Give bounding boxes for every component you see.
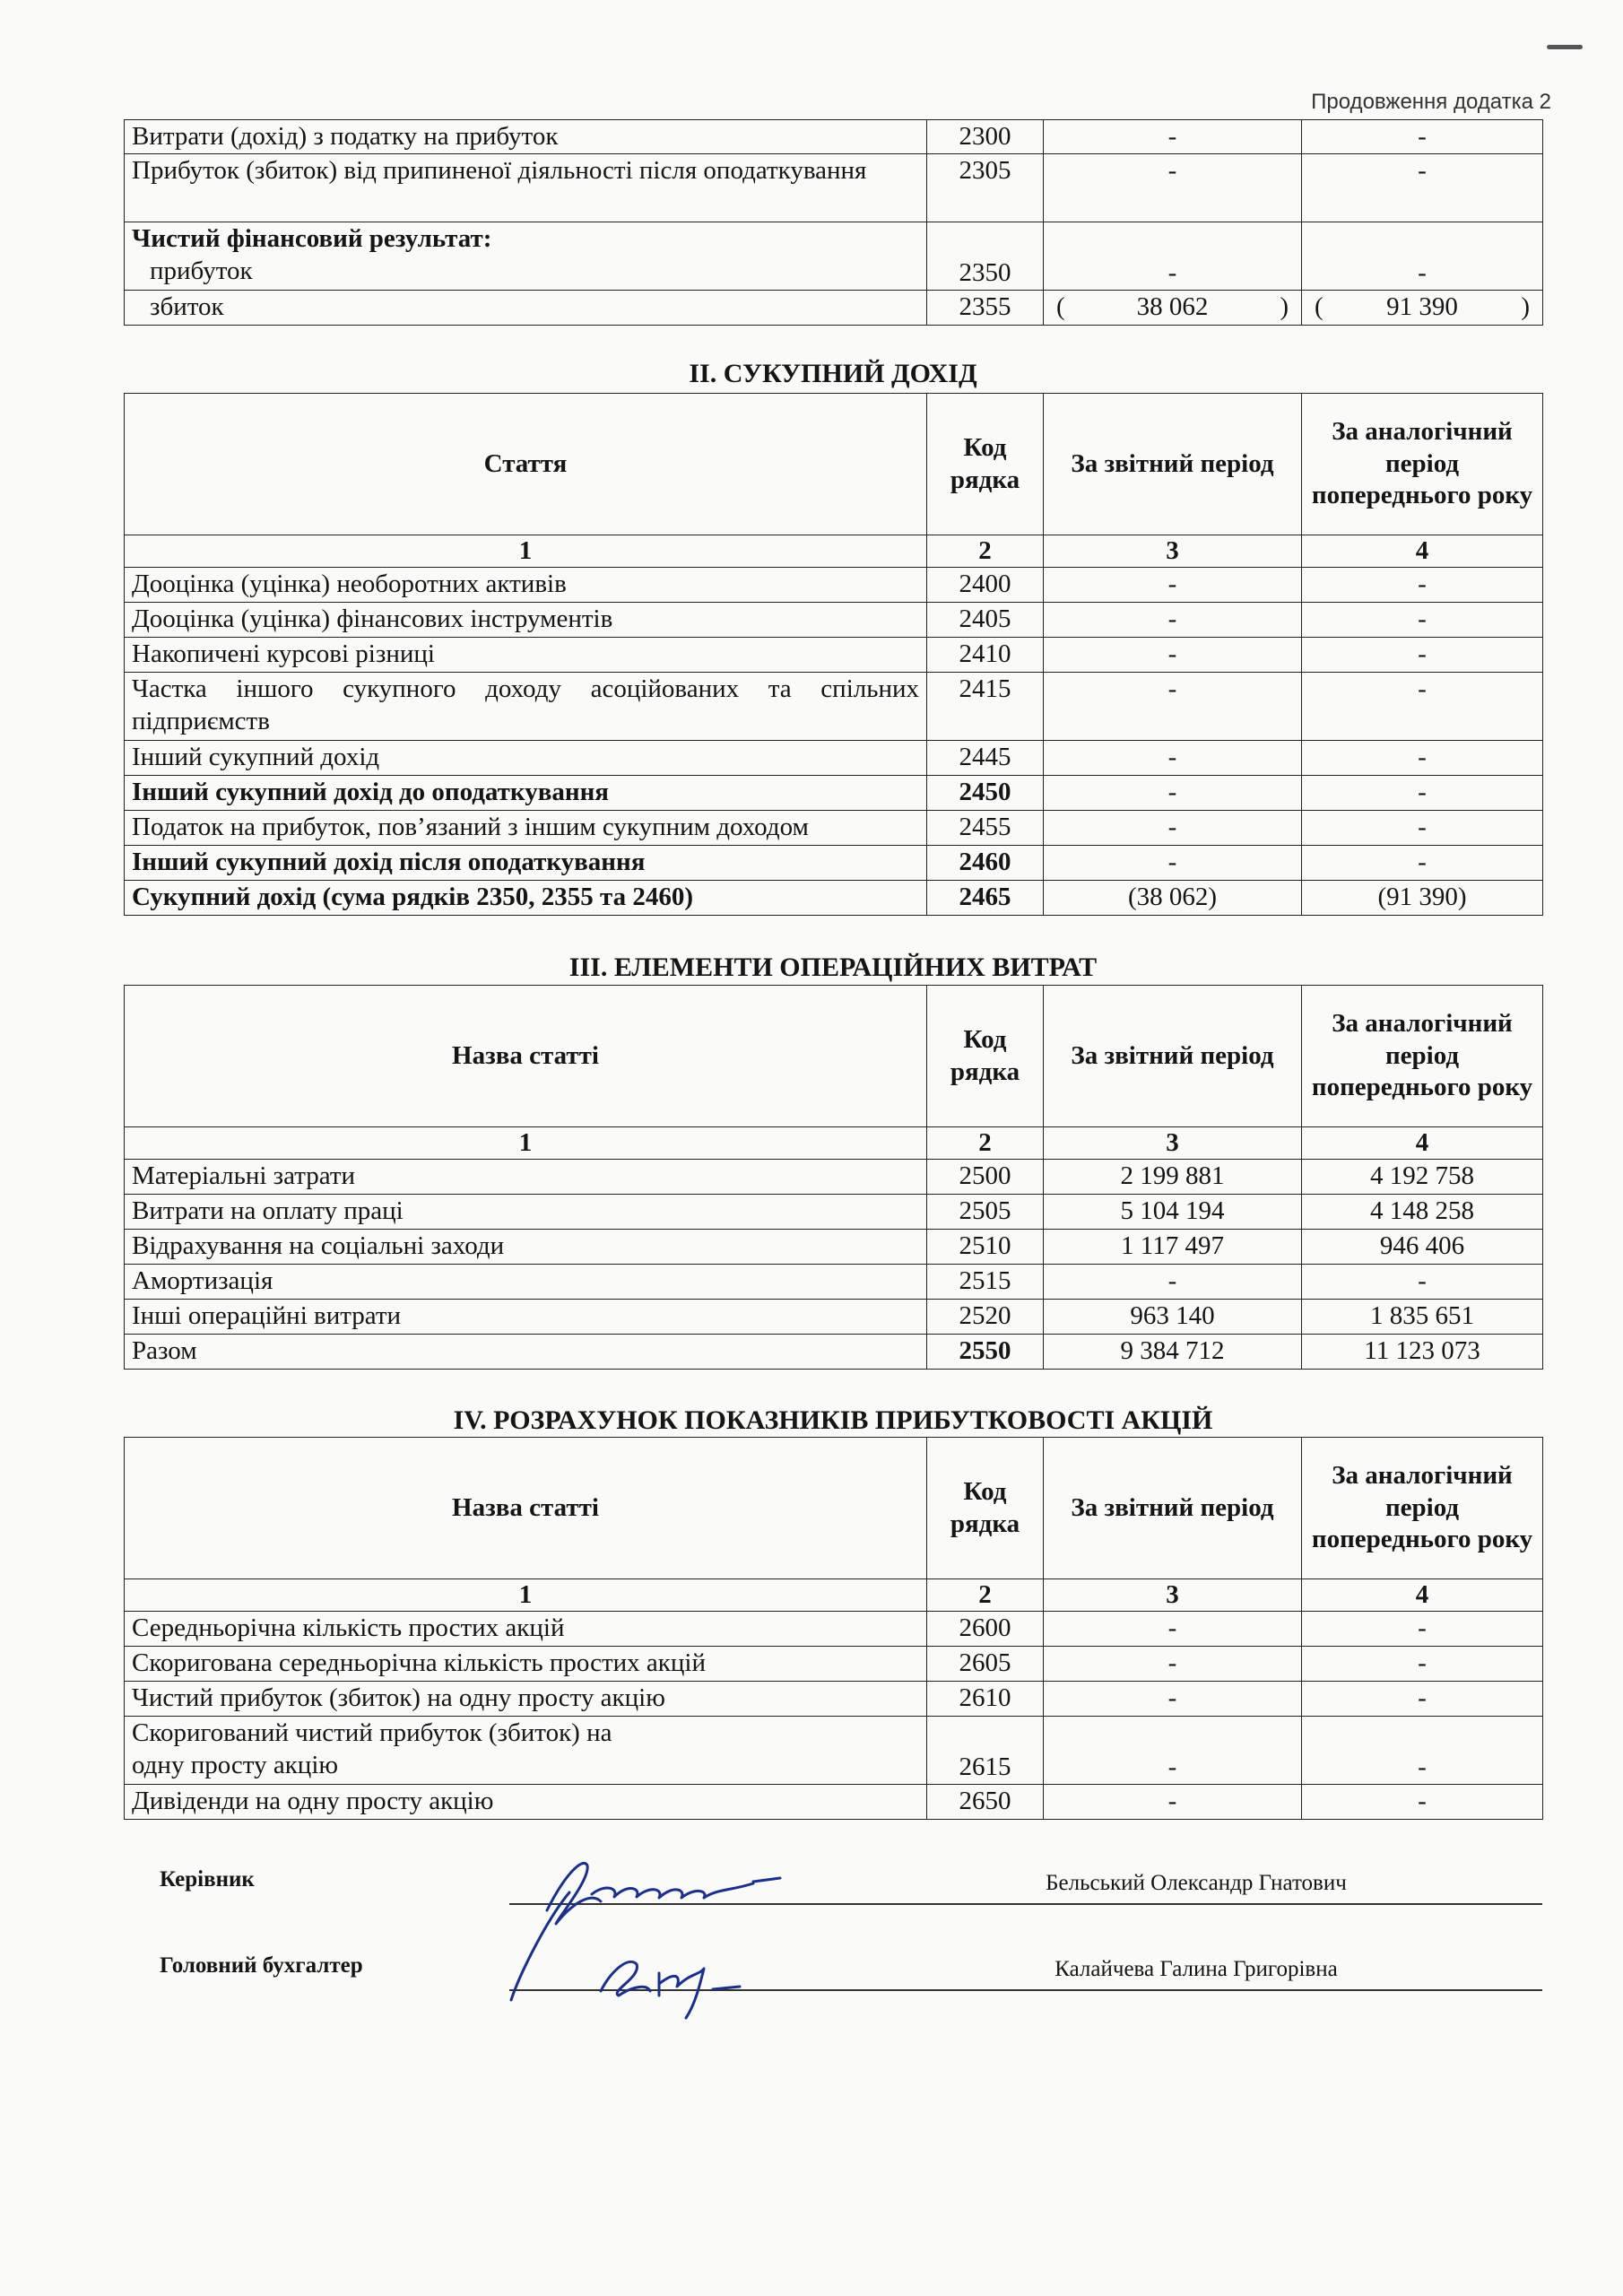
- table-row: [125, 154, 1543, 222]
- row-previous: 1 835 651: [1302, 1300, 1543, 1335]
- row-current: -: [1044, 638, 1302, 673]
- row-current: -: [1044, 1785, 1302, 1820]
- row-previous: -: [1302, 741, 1543, 776]
- row-previous: 4 192 758: [1302, 1160, 1543, 1195]
- table-row: [125, 1682, 1543, 1717]
- header-previous: За аналогічний період попереднього року: [1302, 394, 1543, 535]
- row-current: -: [1044, 1612, 1302, 1647]
- row-label: Скоригований чистий прибуток (збиток) на одну просту акцію: [125, 1717, 927, 1785]
- accountant-name-line: [850, 1989, 1542, 1991]
- row-code: 2650: [927, 1785, 1044, 1820]
- row-previous: 11 123 073: [1302, 1335, 1543, 1370]
- row-current: -: [1044, 222, 1302, 291]
- row-code: 2505: [927, 1195, 1044, 1230]
- index-cell: 3: [1044, 1579, 1302, 1612]
- row-label: Відрахування на соціальні заходи: [125, 1230, 927, 1265]
- row-previous: -: [1302, 603, 1543, 638]
- row-code: 2500: [927, 1160, 1044, 1195]
- row-current: 2 199 881: [1044, 1160, 1302, 1195]
- row-previous: -: [1302, 154, 1543, 222]
- table-row: [125, 120, 1543, 154]
- section-3-title: III. ЕЛЕМЕНТИ ОПЕРАЦІЙНИХ ВИТРАТ: [568, 952, 1098, 982]
- row-previous: -: [1302, 1682, 1543, 1717]
- row-previous: -: [1302, 1612, 1543, 1647]
- row-label: Інші операційні витрати: [125, 1300, 927, 1335]
- row-current: -: [1044, 120, 1302, 154]
- header-current: За звітний період: [1044, 394, 1302, 535]
- row-label: Сукупний дохід (сума рядків 2350, 2355 та 2460): [125, 881, 927, 916]
- row-label: Амортизація: [125, 1265, 927, 1300]
- table-row: [125, 222, 1543, 291]
- header-code: Код рядка: [927, 986, 1044, 1127]
- director-signature-row: [124, 1858, 1542, 1912]
- row-code: 2600: [927, 1612, 1044, 1647]
- row-code: 2300: [927, 120, 1044, 154]
- index-cell: 4: [1302, 535, 1543, 568]
- row-previous: -: [1302, 776, 1543, 811]
- row-label: Податок на прибуток, пов’язаний з іншим сукупним доходом: [125, 811, 927, 846]
- table-row: [125, 1335, 1543, 1370]
- loss-previous-value: 91 390: [1386, 292, 1458, 322]
- row-previous: -: [1302, 638, 1543, 673]
- table-row: [125, 1647, 1543, 1682]
- accountant-name: Калайчева Галина Григорівна: [1055, 1957, 1338, 1981]
- row-code: 2520: [927, 1300, 1044, 1335]
- row-code: 2550: [927, 1335, 1044, 1370]
- index-cell: 1: [125, 1579, 927, 1612]
- row-previous: -: [1302, 811, 1543, 846]
- row-code: 2450: [927, 776, 1044, 811]
- index-cell: 1: [125, 1127, 927, 1160]
- row-label: Інший сукупний дохід після оподаткування: [125, 846, 927, 881]
- header-row: [125, 394, 1543, 535]
- scan-mark: [1547, 45, 1583, 49]
- row-previous: 4 148 258: [1302, 1195, 1543, 1230]
- header-code: Код рядка: [927, 394, 1044, 535]
- table-row: [125, 1160, 1543, 1195]
- row-current: -: [1044, 1682, 1302, 1717]
- table-row: [125, 846, 1543, 881]
- table-row: [125, 776, 1543, 811]
- row-current: 9 384 712: [1044, 1335, 1302, 1370]
- row-label: Дооцінка (уцінка) фінансових інструментів: [125, 603, 927, 638]
- row-previous: -: [1302, 1785, 1543, 1820]
- table-row: [125, 1300, 1543, 1335]
- table-row: [125, 1195, 1543, 1230]
- row-label: Дивіденди на одну просту акцію: [125, 1785, 927, 1820]
- row-label: Середньорічна кількість простих акцій: [125, 1612, 927, 1647]
- table-row: [125, 638, 1543, 673]
- row-code: 2355: [927, 291, 1044, 325]
- row-current: (38 062): [1044, 881, 1302, 916]
- row-code: 2305: [927, 154, 1044, 222]
- section-2-title: II. СУКУПНИЙ ДОХІД: [689, 359, 977, 388]
- row-current: ( 38 062 ): [1044, 291, 1302, 325]
- row-label: Інший сукупний дохід: [125, 741, 927, 776]
- row-label: Чистий прибуток (збиток) на одну просту акцію: [125, 1682, 927, 1717]
- row-previous: -: [1302, 1717, 1543, 1785]
- row-current: -: [1044, 1265, 1302, 1300]
- row-label: Матеріальні затрати: [125, 1160, 927, 1195]
- row-code: 2415: [927, 673, 1044, 741]
- table-row: [125, 1717, 1543, 1785]
- row-code: 2410: [927, 638, 1044, 673]
- header-article: Назва статті: [125, 1438, 927, 1579]
- index-cell: 4: [1302, 1579, 1543, 1612]
- share-profitability-table: [124, 1437, 1543, 1820]
- table-row: [125, 881, 1543, 916]
- table-row: [125, 603, 1543, 638]
- director-name-line: [850, 1903, 1542, 1905]
- header-current: За звітний період: [1044, 1438, 1302, 1579]
- table-row: [125, 1612, 1543, 1647]
- row-code: 2405: [927, 603, 1044, 638]
- index-cell: 3: [1044, 1127, 1302, 1160]
- header-article: Назва статті: [125, 986, 927, 1127]
- row-label: Прибуток (збиток) від припиненої діяльності після оподаткування: [125, 154, 927, 222]
- row-code: 2615: [927, 1717, 1044, 1785]
- accountant-signature-tail: [713, 1987, 740, 1989]
- net-result-heading: Чистий фінансовий результат:: [132, 224, 492, 254]
- header-current: За звітний період: [1044, 986, 1302, 1127]
- row-previous: -: [1302, 846, 1543, 881]
- row-code: 2610: [927, 1682, 1044, 1717]
- row-label: Витрати (дохід) з податку на прибуток: [125, 120, 927, 154]
- director-name: Бельський Олександр Гнатович: [1046, 1871, 1347, 1895]
- row-code: 2510: [927, 1230, 1044, 1265]
- profit-sublabel: прибуток: [150, 256, 253, 285]
- row-code: 2465: [927, 881, 1044, 916]
- table-row: [125, 741, 1543, 776]
- header-previous: За аналогічний період попереднього року: [1302, 986, 1543, 1127]
- row-previous: -: [1302, 1647, 1543, 1682]
- table-row: [125, 1785, 1543, 1820]
- row-current: -: [1044, 154, 1302, 222]
- row-label: збиток: [125, 291, 927, 325]
- row-label: Дооцінка (уцінка) необоротних активів: [125, 568, 927, 603]
- director-signature-tail: [753, 1878, 780, 1882]
- table-row: [125, 568, 1543, 603]
- row-label: Витрати на оплату праці: [125, 1195, 927, 1230]
- row-code: 2350: [927, 222, 1044, 291]
- row-current: -: [1044, 846, 1302, 881]
- row-current: 963 140: [1044, 1300, 1302, 1335]
- header-article: Стаття: [125, 394, 927, 535]
- section-4-title: IV. РОЗРАХУНОК ПОКАЗНИКІВ ПРИБУТКОВОСТІ АКЦІЙ: [453, 1405, 1213, 1435]
- loss-current-value: 38 062: [1136, 292, 1209, 322]
- index-cell: 2: [927, 1579, 1044, 1612]
- row-label: Скоригована середньорічна кількість простих акцій: [125, 1647, 927, 1682]
- accountant-signature-stroke: [601, 1961, 650, 1996]
- row-previous: -: [1302, 673, 1543, 741]
- accountant-signature-loops: [659, 1969, 704, 2018]
- index-cell: 4: [1302, 1127, 1543, 1160]
- header-row: [125, 986, 1543, 1127]
- header-code: Код рядка: [927, 1438, 1044, 1579]
- row-label: [125, 222, 927, 291]
- table-row: [125, 811, 1543, 846]
- accountant-signature-arc: [511, 1892, 569, 2000]
- continuation-note: Продовження додатка 2: [1311, 90, 1551, 114]
- table-row: [125, 673, 1543, 741]
- row-current: -: [1044, 741, 1302, 776]
- row-current: -: [1044, 603, 1302, 638]
- index-row: [125, 1579, 1543, 1612]
- table-row: [125, 291, 1543, 325]
- index-row: [125, 1127, 1543, 1160]
- row-previous: -: [1302, 568, 1543, 603]
- row-previous: 946 406: [1302, 1230, 1543, 1265]
- row-current: -: [1044, 811, 1302, 846]
- handwritten-signatures: [484, 1839, 825, 2027]
- header-row: [125, 1438, 1543, 1579]
- table-row: [125, 1230, 1543, 1265]
- row-previous: (91 390): [1302, 881, 1543, 916]
- index-row: [125, 535, 1543, 568]
- row-code: 2605: [927, 1647, 1044, 1682]
- index-cell: 2: [927, 535, 1044, 568]
- row-code: 2460: [927, 846, 1044, 881]
- row-code: 2445: [927, 741, 1044, 776]
- accountant-label: Головний бухгалтер: [160, 1953, 363, 1978]
- row-current: -: [1044, 1647, 1302, 1682]
- operating-expenses-table: [124, 985, 1543, 1370]
- accountant-signature-row: [124, 1946, 1542, 2000]
- director-signature-loops: [592, 1883, 753, 1898]
- net-result-table: [124, 119, 1543, 326]
- header-previous: За аналогічний період попереднього року: [1302, 1438, 1543, 1579]
- row-code: 2400: [927, 568, 1044, 603]
- index-cell: 3: [1044, 535, 1302, 568]
- row-code: 2455: [927, 811, 1044, 846]
- row-current: -: [1044, 776, 1302, 811]
- row-code: 2515: [927, 1265, 1044, 1300]
- row-previous: -: [1302, 222, 1543, 291]
- row-current: -: [1044, 568, 1302, 603]
- index-cell: 2: [927, 1127, 1044, 1160]
- row-label: Накопичені курсові різниці: [125, 638, 927, 673]
- comprehensive-income-table: [124, 393, 1543, 916]
- row-current: 5 104 194: [1044, 1195, 1302, 1230]
- row-current: -: [1044, 673, 1302, 741]
- row-current: 1 117 497: [1044, 1230, 1302, 1265]
- row-previous: -: [1302, 120, 1543, 154]
- index-cell: 1: [125, 535, 927, 568]
- row-label: Інший сукупний дохід до оподаткування: [125, 776, 927, 811]
- table-row: [125, 1265, 1543, 1300]
- row-current: -: [1044, 1717, 1302, 1785]
- row-label: Разом: [125, 1335, 927, 1370]
- director-label: Керівник: [160, 1867, 255, 1892]
- row-previous: -: [1302, 1265, 1543, 1300]
- row-label: Частка іншого сукупного доходу асоційованих та спільних підприємств: [125, 673, 927, 741]
- row-previous: ( 91 390 ): [1302, 291, 1543, 325]
